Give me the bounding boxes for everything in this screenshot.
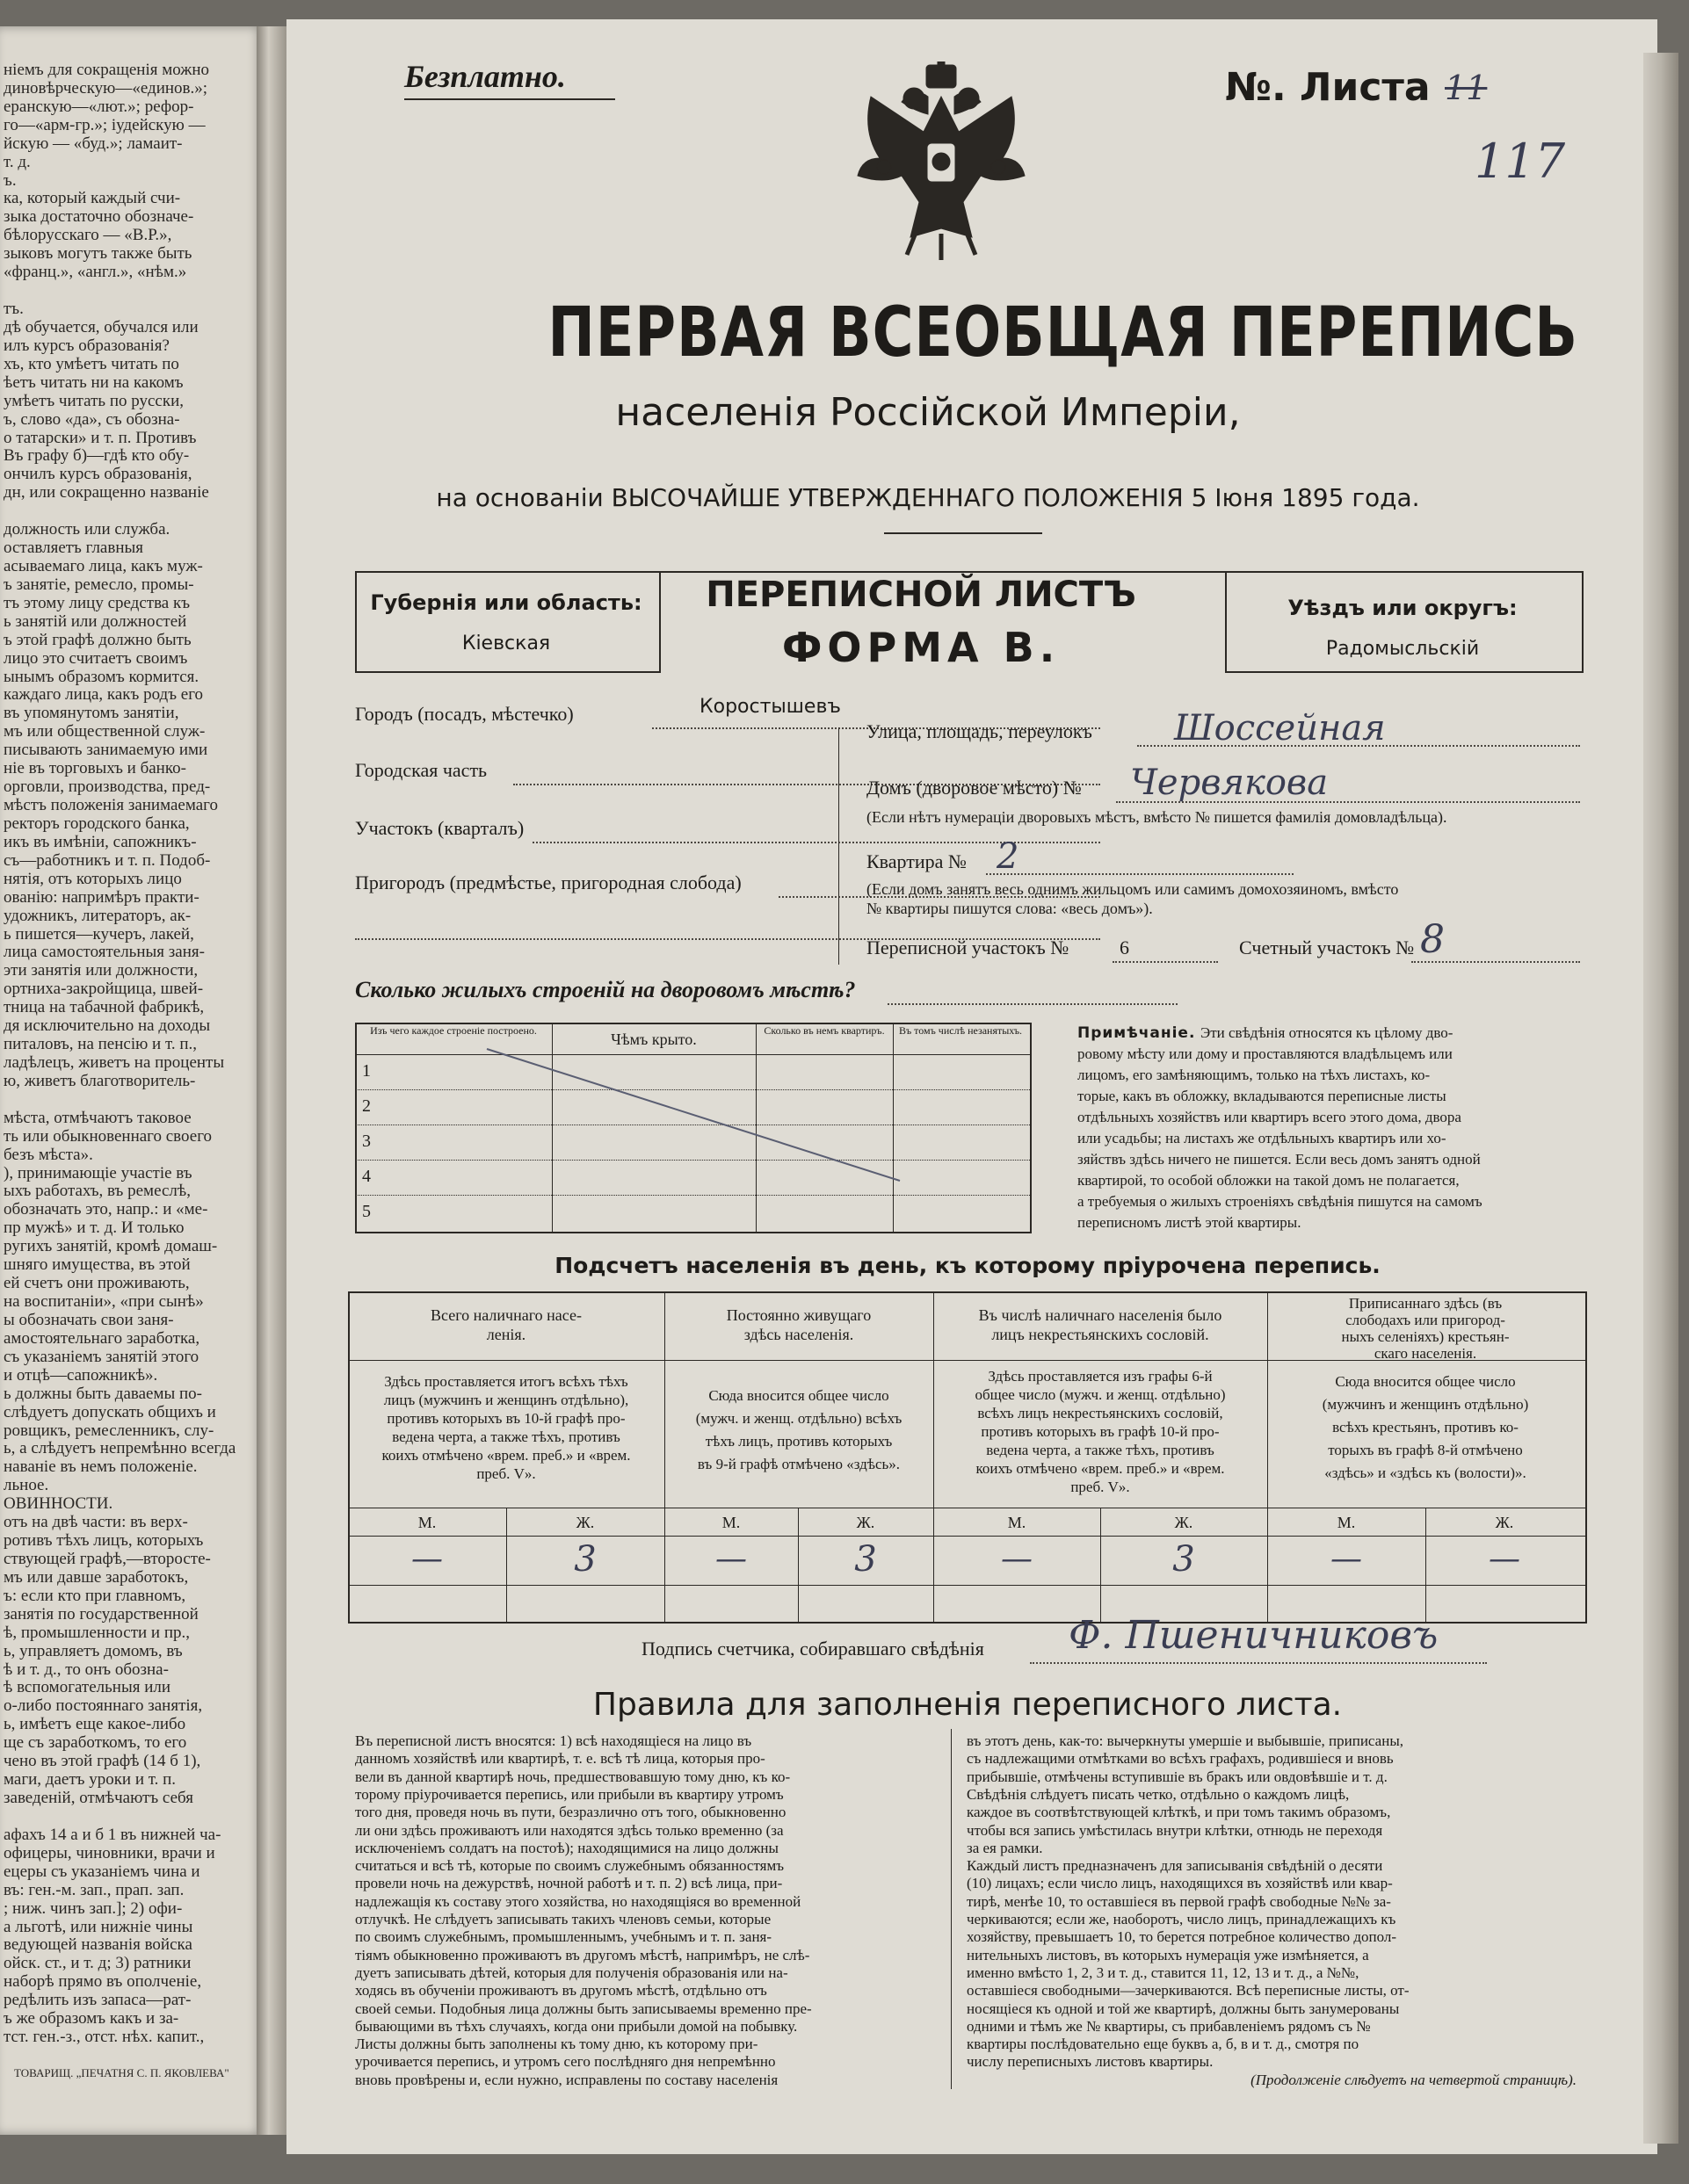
left-page-line: мъ или общественной служ- bbox=[4, 722, 206, 741]
buildings-row-1: 1 bbox=[362, 1061, 371, 1081]
left-page-line: чено въ этой графѣ (14 б 1), bbox=[4, 1752, 201, 1771]
rules-line: прибывшіе, отмѣчены вступившіе въ бракъ или овдовѣвшіе и т. д. bbox=[967, 1768, 1388, 1785]
rules-column-divider bbox=[951, 1729, 952, 2089]
left-page-line: въ упомянутомъ занятіи, bbox=[4, 704, 179, 723]
pop-col3-text-2: общее число (мужч. и женщ. отдѣльно) bbox=[975, 1386, 1226, 1403]
left-page-line: наборѣ прямо въ ополченіе, bbox=[4, 1972, 202, 1992]
left-page-line: асываемаго лица, какъ муж- bbox=[4, 557, 203, 575]
buildings-header-roof: Чѣмъ крыто. bbox=[611, 1031, 697, 1048]
city-value: Коростышевъ bbox=[700, 696, 841, 718]
pop-col3-f-label: Ж. bbox=[1174, 1514, 1193, 1531]
left-page-line: ѣ, промышленности и пр., bbox=[4, 1623, 191, 1642]
address-divider bbox=[838, 727, 839, 965]
left-page-line: слѣдуетъ допускать общихъ и bbox=[4, 1402, 216, 1421]
buildings-note-line-5: отдѣльныхъ хозяйствъ или квартиръ всего этого дома, двора bbox=[1077, 1109, 1461, 1125]
left-page-line: ротивъ тѣхъ лицъ, которыхъ bbox=[4, 1531, 204, 1551]
left-page-line: ще съ заработкомъ, то его bbox=[4, 1733, 187, 1753]
left-page-line: ь пишется—кучеръ, лакей, bbox=[4, 924, 194, 944]
pop-col1-title-1: Всего наличнаго насе- bbox=[431, 1306, 582, 1324]
left-page-line: орговли, производства, пред- bbox=[4, 777, 211, 797]
left-page-line: нятія, отъ которыхъ лицо bbox=[4, 869, 182, 888]
buildings-note-line-1: Эти свѣдѣнія относятся къ цѣлому дво- bbox=[1200, 1024, 1453, 1041]
rules-line: нительныхъ листовъ, въ которыхъ нумерація уже измѣняется, а bbox=[967, 1946, 1369, 1963]
pop-col4-m-label: М. bbox=[1337, 1514, 1356, 1531]
district-label: Участокъ (кварталъ) bbox=[355, 817, 525, 839]
buildings-note-title: Примѣчаніе. bbox=[1077, 1024, 1196, 1042]
left-page-line: ь, управляетъ домомъ, въ bbox=[4, 1641, 183, 1660]
pop-col1-m-label: М. bbox=[417, 1514, 437, 1531]
rules-line: надлежащія къ составу этого хозяйства, но находящіяся во временной bbox=[355, 1892, 801, 1910]
left-page-line: пр мужѣ» и т. д. И только bbox=[4, 1219, 185, 1238]
buildings-note-line-3: лицомъ, его замѣняющимъ, только на тѣхъ листахъ, ко- bbox=[1077, 1067, 1431, 1083]
rules-title: Правила для заполненія переписного листа. bbox=[592, 1687, 1343, 1723]
left-page-line: ойск. ст., и т. д; 3) ратники bbox=[4, 1954, 192, 1973]
left-page-line: тъ. bbox=[4, 300, 24, 319]
left-page-line: ровщикъ, ремесленникъ, слу- bbox=[4, 1421, 214, 1440]
left-page-line: эти занятія или должности, bbox=[4, 961, 199, 980]
left-page-line: ть или обыкновеннаго своего bbox=[4, 1126, 213, 1146]
left-page-line: мѣстъ положенія занимаемаго bbox=[4, 796, 219, 815]
buildings-header-vacant: Въ томъ числѣ незанятыхъ. bbox=[898, 1024, 1023, 1037]
left-page-line: зыковъ могутъ также быть bbox=[4, 244, 192, 264]
left-page-line: ыхъ работахъ, въ ремеслѣ, bbox=[4, 1182, 191, 1201]
buildings-note-line-8: квартирой, то особой обложки на такой домъ не полагается, bbox=[1077, 1172, 1460, 1189]
buildings-note-line-9: а требуемыя о жилыхъ строеніяхъ свѣдѣнія пишутся на самомъ bbox=[1077, 1193, 1482, 1210]
left-page-line: занятія по государственной bbox=[4, 1604, 199, 1624]
rules-line: чтобы вся запись умѣстилась внутри клѣтки, отнюдь не переходя bbox=[967, 1821, 1383, 1839]
left-page-line: ладѣлецъ, живетъ на проценты bbox=[4, 1053, 225, 1072]
left-page-line: а льготѣ, или нижніе чины bbox=[4, 1917, 193, 1936]
buildings-note-line-7: зяйствъ здѣсь ничего не пишется. Если весь домъ занятъ одной bbox=[1077, 1151, 1481, 1168]
rules-line: по своимъ служебнымъ, промышленнымъ, учебнымъ и т. п. заня- bbox=[355, 1928, 772, 1946]
uezd-label: Уѣздъ или округъ: bbox=[1287, 596, 1518, 620]
census-form-page bbox=[286, 19, 1657, 2154]
left-page-line: ъ же образомъ какъ и за- bbox=[4, 2009, 179, 2029]
pop-col3-f-value: 3 bbox=[1172, 1539, 1195, 1580]
pop-col2-text-4: въ 9-й графѣ отмѣчено «здѣсь». bbox=[697, 1456, 901, 1472]
census-subtitle: населенія Россійской Имперіи, bbox=[615, 390, 1241, 435]
rules-line: того дня, проведя ночь въ пути, безразлично отъ того, обыкновенно bbox=[355, 1804, 787, 1821]
left-page-line: хъ, кто умѣетъ читать по bbox=[4, 354, 179, 373]
rules-line: вели въ данной квартирѣ ночь, предшествовавшую тому дню, къ ко- bbox=[355, 1768, 791, 1785]
buildings-note-line-4: торые, какъ въ обложку, вкладываются переписные листы bbox=[1077, 1088, 1446, 1104]
left-page-line: зыка достаточно обозначе- bbox=[4, 207, 194, 227]
pop-col4-m-value: — bbox=[1330, 1541, 1362, 1577]
rules-line: (10) лицахъ; если число лицъ, находящихся въ хозяйствѣ или квар- bbox=[967, 1875, 1393, 1892]
population-title: Подсчетъ населенія въ день, къ которому пріурочена перепись. bbox=[555, 1253, 1381, 1278]
pop-col1-text-5: коихъ отмѣчено «врем. преб.» и «врем. bbox=[381, 1447, 631, 1464]
pop-col1-text-4: ведена черта, а также тѣхъ, противъ bbox=[392, 1428, 620, 1445]
pop-col3-m-label: М. bbox=[1007, 1514, 1026, 1531]
rules-line: ходясь въ обученіи проживаютъ въ другомъ мѣстѣ, отдѣльно отъ bbox=[355, 1982, 767, 2000]
free-label-underline bbox=[404, 98, 615, 100]
rules-line: Листы должны быть заполнены къ тому дню, къ которому при- bbox=[355, 2036, 758, 2053]
left-page-line: въ: ген.-м. зап., прап. зап. bbox=[4, 1880, 185, 1899]
left-page-line: ствующей графѣ,—второсте- bbox=[4, 1550, 211, 1568]
pop-col4-text-5: «здѣсь» и «здѣсь къ (волости)». bbox=[1324, 1464, 1526, 1481]
left-page-line: отъ на двѣ части: въ верх- bbox=[4, 1513, 188, 1532]
left-page-line: дѣ обучается, обучался или bbox=[4, 317, 199, 336]
left-page-line: умѣетъ читать по русски, bbox=[4, 391, 185, 410]
left-page-line: ончилъ курсъ образованія, bbox=[4, 465, 192, 484]
population-col-div-2 bbox=[933, 1291, 934, 1622]
pop-col1-m-value: — bbox=[411, 1541, 443, 1577]
buildings-header-apartments: Сколько въ немъ квартиръ. bbox=[764, 1024, 885, 1037]
left-page-line: на воспитаніи», «при сынѣ» bbox=[4, 1292, 204, 1312]
left-page-line: ъ этой графѣ должно быть bbox=[4, 630, 192, 649]
signature-line bbox=[1030, 1662, 1487, 1664]
left-page-line: ю, живетъ благотворитель- bbox=[4, 1071, 196, 1090]
pop-col4-f-label: Ж. bbox=[1495, 1514, 1514, 1531]
rules-line: торому пріурочивается перепись, или прибыли въ квартиру утромъ bbox=[355, 1785, 784, 1803]
left-page-line: ы обозначать свои заня- bbox=[4, 1310, 174, 1329]
left-page-line: еранскую—«лют.»; рефор- bbox=[4, 97, 194, 116]
pop-col3-text-4: противъ которыхъ въ графѣ 10-й про- bbox=[981, 1423, 1220, 1440]
pop-col2-f-value: 3 bbox=[854, 1539, 877, 1580]
title-rule bbox=[884, 532, 1042, 534]
pop-col4-text-2: (мужчинъ и женщинъ отдѣльно) bbox=[1322, 1396, 1529, 1413]
left-page-line: ынымъ образомъ кормится. bbox=[4, 667, 199, 686]
form-title: ПЕРЕПИСНОЙ ЛИСТЪ bbox=[706, 575, 1136, 615]
gubernia-label: Губернія или область: bbox=[370, 590, 642, 615]
apartment-line bbox=[986, 873, 1294, 875]
left-page-line: заведеній, отмѣчаютъ себя bbox=[4, 1789, 193, 1808]
left-page-line: ь, имѣетъ еще какое-либо bbox=[4, 1715, 186, 1734]
left-page-line: ректоръ городского банка, bbox=[4, 814, 190, 833]
apartment-value: 2 bbox=[997, 836, 1019, 877]
buildings-row-4: 4 bbox=[362, 1167, 371, 1186]
rules-line: Каждый листъ предназначенъ для записыванія свѣдѣній о десяти bbox=[967, 1857, 1383, 1875]
left-page-line: ованію: напримѣръ практи- bbox=[4, 887, 199, 907]
census-district-line bbox=[1113, 961, 1218, 963]
left-page-line: наваніе въ немъ положеніе. bbox=[4, 1457, 198, 1477]
pop-mf-div-2 bbox=[798, 1508, 799, 1622]
left-page-line: льное. bbox=[4, 1476, 49, 1495]
suburb-label: Пригородъ (предмѣстье, пригородная слобода) bbox=[355, 871, 742, 893]
rules-line: черкиваются; если же, наоборотъ, число лицъ, принадлежащихъ къ bbox=[967, 1911, 1396, 1927]
pop-col2-f-label: Ж. bbox=[856, 1514, 875, 1531]
pop-col4-title-2: слободахъ или пригород- bbox=[1345, 1312, 1505, 1328]
left-page-line: ніемъ для сокращенія можно bbox=[4, 61, 210, 79]
left-page-line: дя исключительно на доходы bbox=[4, 1016, 211, 1036]
page-stack-edge bbox=[1643, 53, 1678, 2144]
rules-line: дуетъ записывать дѣтей, которыя для полученія образованія или на- bbox=[355, 1963, 788, 1981]
pop-col4-f-value: — bbox=[1489, 1541, 1520, 1577]
rules-line: провели ночь на дежурствѣ, ночной работѣ и т. п. 2) всѣ лица, при- bbox=[355, 1875, 783, 1892]
rules-line: Свѣдѣнія слѣдуетъ писать четко, отдѣльно о каждомъ лицѣ, bbox=[967, 1785, 1350, 1803]
buildings-cancel-stroke bbox=[355, 1023, 1032, 1233]
signature-value: Ф. Пшеничниковъ bbox=[1069, 1613, 1439, 1658]
rules-line: именно вмѣсто 1, 2, 3 и т. д., ставится 11, 12, 13 и т. д., а №№, bbox=[967, 1963, 1359, 1981]
buildings-question: Сколько жилыхъ строеній на дворовомъ мѣстѣ? bbox=[355, 977, 856, 1002]
left-page-line: т. д. bbox=[4, 152, 31, 171]
left-page-line: йскую — «буд.»; ламаит- bbox=[4, 134, 183, 153]
city-label: Городъ (посадъ, мѣстечко) bbox=[355, 703, 574, 725]
house-label: Домъ (дворовое мѣсто) № bbox=[866, 777, 1082, 799]
population-value-rule bbox=[348, 1585, 1585, 1586]
left-page-line: съ—работникъ и т. п. Подоб- bbox=[4, 850, 211, 870]
free-label: Безплатно. bbox=[404, 59, 566, 94]
left-page-line: обозначать это, напр.: и «мe- bbox=[4, 1200, 208, 1219]
left-page-line: безъ мѣста». bbox=[4, 1145, 93, 1164]
left-page-line: амостоятельнаго заработка, bbox=[4, 1328, 200, 1348]
left-page-line: ругихъ занятій, кромѣ домаш- bbox=[4, 1237, 218, 1256]
buildings-row-3: 3 bbox=[362, 1132, 371, 1151]
pop-col2-text-1: Сюда вносится общее число bbox=[708, 1387, 889, 1404]
left-page-line: ь, а слѣдуетъ непремѣнно всегда bbox=[4, 1439, 236, 1458]
left-page-line: ей счетъ они проживають, bbox=[4, 1274, 190, 1293]
left-page-line: редѣлить изъ запаса—рат- bbox=[4, 1991, 192, 2010]
pop-col3-text-5: ведена черта, а также тѣхъ, противъ bbox=[986, 1442, 1214, 1458]
pop-col1-title-2: ленія. bbox=[486, 1326, 526, 1343]
buildings-row-5: 5 bbox=[362, 1202, 371, 1221]
census-legal-basis: на основаніи ВЫСОЧАЙШЕ УТВЕРЖДЕННАГО ПОЛОЖЕНІЯ 5 Іюня 1895 года. bbox=[436, 483, 1420, 512]
left-page-line: ь занятій или должностей bbox=[4, 611, 187, 631]
rules-line: своей семьи. Подобныя лица должны быть записываемы временно пре- bbox=[355, 2000, 812, 2017]
pop-mf-div-3 bbox=[1100, 1508, 1101, 1622]
left-page-line: ѣ и т. д., то онъ обозна- bbox=[4, 1660, 169, 1679]
left-facing-page bbox=[0, 26, 264, 2135]
pop-mf-div-1 bbox=[506, 1508, 507, 1622]
left-page-line: ведующей названія войска bbox=[4, 1935, 192, 1955]
pop-col4-text-1: Сюда вносится общее число bbox=[1335, 1373, 1516, 1390]
census-district-label: Переписной участокъ № bbox=[866, 937, 1069, 958]
imperial-eagle-emblem bbox=[849, 61, 1033, 264]
sheet-number-label: №. Листа bbox=[1225, 65, 1431, 110]
left-page-line: ѣ вспомогательныя или bbox=[4, 1678, 171, 1697]
rules-line: оставшіеся свободными—зачеркиваются. Всѣ переписные листы, от- bbox=[967, 1982, 1410, 2000]
pop-col1-text-1: Здѣсь проставляется итогъ всѣхъ тѣхъ bbox=[384, 1373, 628, 1390]
rules-line: тирѣ, менѣе 10, то оставшіеся въ первой графѣ свободные №№ за- bbox=[967, 1892, 1391, 1910]
left-page-line: лицо это считаетъ своимъ bbox=[4, 648, 188, 668]
left-page-line: мѣста, отмѣчаютъ таковое bbox=[4, 1108, 192, 1127]
pop-col3-m-value: — bbox=[1001, 1541, 1033, 1577]
pop-col2-m-label: М. bbox=[721, 1514, 741, 1531]
buildings-note-line-6: или усадьбы; на листахъ же отдѣльныхъ квартиръ или хо- bbox=[1077, 1130, 1446, 1146]
left-page-line: бѣлорусскаго — «В.Р.», bbox=[4, 226, 172, 245]
population-mf-rule bbox=[348, 1536, 1585, 1537]
apartment-note-2: № квартиры пишутся слова: «весь домъ»). bbox=[866, 900, 1153, 917]
house-value: Червякова bbox=[1130, 763, 1329, 803]
census-district-value: 6 bbox=[1120, 937, 1129, 958]
pop-col1-text-2: лицъ (мужчинъ и женщинъ отдѣльно), bbox=[383, 1392, 629, 1408]
left-page-line: Въ графу б)—гдѣ кто обу- bbox=[4, 446, 190, 466]
pop-col4-title-4: скаго населенія. bbox=[1374, 1345, 1477, 1362]
left-page-line: о-либо постояннаго занятія, bbox=[4, 1696, 203, 1716]
pop-col3-text-1: Здѣсь проставляется изъ графы 6-й bbox=[988, 1368, 1213, 1385]
pop-col3-text-3: всѣхъ лицъ некрестьянскихъ сословій, bbox=[977, 1405, 1223, 1421]
left-page-line: удожникъ, литераторъ, ак- bbox=[4, 906, 192, 925]
left-page-line: лица самостоятельныя заня- bbox=[4, 943, 205, 962]
pop-col1-text-3: противъ которыхъ въ 10-й графѣ про- bbox=[387, 1410, 626, 1427]
left-page-line: ъ занятіе, ремесло, промы- bbox=[4, 575, 194, 594]
rules-line: тіямъ обыкновенно проживаютъ въ другомъ мѣстѣ, напримѣръ, не слѣ- bbox=[355, 1946, 810, 1963]
left-page-line: диновѣрческую—«единов.»; bbox=[4, 78, 208, 98]
buildings-row-2: 2 bbox=[362, 1096, 371, 1116]
left-page-line: мъ или давше заработокъ, bbox=[4, 1567, 189, 1587]
left-page-line: тъ этому лицу средства къ bbox=[4, 593, 191, 612]
left-page-line: илъ курсъ образованія? bbox=[4, 336, 170, 355]
left-page-line: питаловъ, на пенсію и т. п., bbox=[4, 1035, 198, 1054]
pop-col4-text-3: всѣхъ крестьянъ, противъ ко- bbox=[1332, 1419, 1519, 1436]
buildings-note-line-10: переписномъ листѣ этой квартиры. bbox=[1077, 1214, 1301, 1231]
left-page-line: ѣетъ читать ни на какомъ bbox=[4, 372, 184, 392]
left-page-line: ъ: если кто при главномъ, bbox=[4, 1586, 186, 1605]
left-page-line: маги, даетъ уроки и т. п. bbox=[4, 1770, 177, 1790]
book-gutter bbox=[257, 26, 286, 2135]
rules-continuation: (Продолженіе слѣдуетъ на четвертой страницѣ). bbox=[1250, 2071, 1577, 2088]
rules-line: каждое въ соотвѣтствующей клѣткѣ, и при томъ такимъ образомъ, bbox=[967, 1804, 1391, 1821]
population-col-div-3 bbox=[1267, 1291, 1268, 1622]
population-col-div-1 bbox=[664, 1291, 665, 1622]
census-main-title: ПЕРВАЯ ВСЕОБЩАЯ ПЕРЕПИСЬ bbox=[547, 293, 1578, 372]
left-page-line: ецеры съ указаніемъ чина и bbox=[4, 1862, 200, 1881]
left-page-line: ), принимающіе участіе въ bbox=[4, 1163, 192, 1182]
left-page-line: ъ, слово «да», съ обозна- bbox=[4, 409, 180, 429]
pop-col2-m-value: — bbox=[715, 1541, 747, 1577]
left-page-line: дн, или сокращенно названіе bbox=[4, 483, 209, 503]
printer-imprint: ТОВАРИЩ. „ПЕЧАТНЯ С. П. ЯКОВЛЕВА" bbox=[14, 2066, 229, 2079]
count-district-value: 8 bbox=[1420, 917, 1445, 962]
left-page-line: афахъ 14 а и б 1 въ нижней ча- bbox=[4, 1825, 221, 1844]
left-page-line: тница на табачной фабрикѣ, bbox=[4, 998, 205, 1017]
left-page-line: съ указаніемъ занятій этого bbox=[4, 1347, 199, 1366]
left-page-line: ь должны быть даваемы по- bbox=[4, 1384, 202, 1403]
signature-label: Подпись счетчика, собиравшаго свѣдѣнія bbox=[642, 1638, 984, 1660]
uezd-value: Радомысльскій bbox=[1325, 638, 1480, 660]
left-page-line: должность или служба. bbox=[4, 520, 170, 539]
rules-line: за ея рамки. bbox=[967, 1839, 1043, 1856]
left-page-line: ; ниж. чинъ зап.]; 2) офи- bbox=[4, 1898, 183, 1918]
rules-line: отлучкѣ. Не слѣдуетъ записывать такихъ членовъ семьи, которые bbox=[355, 1911, 772, 1927]
pop-col1-text-6: преб. V». bbox=[476, 1465, 536, 1482]
pop-col3-text-6: коихъ отмѣчено «врем. преб.» и «врем. bbox=[975, 1460, 1225, 1477]
left-page-line: икъ въ имѣніи, сапожникъ- bbox=[4, 832, 197, 851]
left-page-line: каждаго лица, какъ родъ его bbox=[4, 685, 204, 705]
gubernia-box bbox=[355, 571, 661, 673]
left-page-line: «франц.», «англ.», «нѣм.» bbox=[4, 263, 187, 282]
rules-line: вновь провѣрены и, если нужно, исправлены по составу населенія bbox=[355, 2071, 779, 2088]
left-page-line: го—«арм-гр.»; іудейскую — bbox=[4, 115, 206, 134]
rules-line: урочивается перепись, и утромъ сего послѣдняго дня непремѣнно bbox=[355, 2053, 776, 2071]
left-page-line: ніе въ торговыхъ и банко- bbox=[4, 759, 186, 778]
pop-col3-title-2: лицъ некрестьянскихъ сословій. bbox=[991, 1326, 1209, 1343]
left-page-line: шняго имущества, въ этой bbox=[4, 1255, 191, 1275]
rules-line: Въ переписной листъ вносятся: 1) всѣ находящіеся на лицо въ bbox=[355, 1732, 752, 1749]
pop-col2-title-1: Постоянно живущаго bbox=[726, 1306, 872, 1324]
gubernia-value: Кіевская bbox=[461, 633, 551, 654]
rules-line: считаться и всѣ тѣ, которые по своимъ служебнымъ обязанностямъ bbox=[355, 1857, 785, 1875]
street-label: Улица, площадь, переулокъ bbox=[866, 720, 1092, 742]
pop-col3-text-7: преб. V». bbox=[1070, 1479, 1130, 1495]
left-page-line: тст. ген.-з., отст. нѣх. капит., bbox=[4, 2028, 205, 2047]
rules-line: одними и тѣмъ же № квартиры, съ прибавленіемъ рядомъ съ № bbox=[967, 2017, 1371, 2035]
apartment-label: Квартира № bbox=[866, 850, 967, 872]
rules-line: квартиры послѣдовательно еще буквъ а, б, в и т. д., смотря по bbox=[967, 2036, 1359, 2053]
pop-mf-div-4 bbox=[1425, 1508, 1426, 1622]
left-page-line: офицеры, чиновники, врачи и bbox=[4, 1843, 215, 1862]
rules-line: ли они здѣсь проживаютъ или находятся здѣсь только временно (за bbox=[355, 1821, 784, 1839]
rules-line: въ этотъ день, как-то: вычеркнуты умершіе и выбывшіе, приписаны, bbox=[967, 1732, 1403, 1749]
street-value: Шоссейная bbox=[1174, 708, 1386, 748]
left-page-line: ъ. bbox=[4, 170, 17, 190]
sheet-number-value: 11 bbox=[1445, 69, 1488, 107]
left-page-line: оставляетъ главныя bbox=[4, 539, 144, 558]
rules-line: данномъ хозяйствѣ или квартирѣ, т. е. всѣ тѣ лица, которыя про- bbox=[355, 1750, 765, 1768]
pop-col3-title-1: Въ числѣ наличнаго населенія было bbox=[978, 1306, 1222, 1324]
pop-col2-text-2: (мужч. и женщ. отдѣльно) всѣхъ bbox=[695, 1410, 902, 1427]
pop-col2-text-3: тѣхъ лицъ, противъ которыхъ bbox=[705, 1433, 893, 1450]
city-part-label: Городская часть bbox=[355, 759, 488, 781]
apartment-note-1: (Если домъ занятъ весь однимъ жильцомъ или самимъ домохозяиномъ, вмѣсто bbox=[866, 880, 1399, 898]
buildings-header-material: Изъ чего каждое строеніе построено. bbox=[370, 1024, 537, 1037]
buildings-answer-line bbox=[888, 1003, 1178, 1005]
rules-line: съ надлежащими отмѣтками во всѣхъ графахъ, родившіеся и вновь bbox=[967, 1750, 1394, 1768]
rules-line: числу переписныхъ листовъ квартиры. bbox=[967, 2053, 1214, 2071]
pop-col1-f-label: Ж. bbox=[576, 1514, 595, 1531]
pop-col2-title-2: здѣсь населенія. bbox=[743, 1326, 854, 1343]
left-page-line: ортниха-закройщица, швей- bbox=[4, 980, 204, 999]
pop-col4-title-3: ныхъ селеніяхъ) крестьян- bbox=[1341, 1328, 1510, 1345]
pop-col4-text-4: торыхъ въ графѣ 8-й отмѣчено bbox=[1328, 1442, 1523, 1458]
buildings-note-line-2: ровому мѣсту или дому и проставляются владѣльцемъ или bbox=[1077, 1045, 1453, 1062]
form-name: ФОРМА В. bbox=[781, 624, 1061, 671]
pop-col4-title-1: Приписаннаго здѣсь (въ bbox=[1348, 1295, 1503, 1312]
rules-line: хозяйству, превышаетъ 10, то берется потребное количество допол- bbox=[967, 1928, 1397, 1946]
rules-line: носящіеся къ одной и той же квартирѣ, должны быть занумерованы bbox=[967, 2000, 1400, 2017]
left-page-line: ка, который каждый счи- bbox=[4, 189, 181, 208]
left-page-line: писывають занимаемую ими bbox=[4, 741, 208, 760]
rules-line: бывающими въ тѣхъ случаяхъ, когда они прибыли домой на побывку. bbox=[355, 2017, 798, 2035]
left-page-line: ОВИННОСТИ. bbox=[4, 1494, 113, 1514]
left-page-line: и отцѣ—сапожникѣ». bbox=[4, 1365, 158, 1385]
count-district-label: Счетный участокъ № bbox=[1239, 937, 1415, 958]
house-note: (Если нѣтъ нумераціи дворовыхъ мѣстъ, вмѣсто № пишется фамилія домовладѣльца). bbox=[866, 808, 1447, 826]
rules-line: исключеніемъ солдатъ на постоѣ); находящимися на лицо должны bbox=[355, 1839, 779, 1856]
pop-col1-f-value: 3 bbox=[574, 1539, 597, 1580]
archive-page-number: 117 bbox=[1475, 134, 1566, 189]
left-page-line: о татарски» и т. п. Противъ bbox=[4, 428, 197, 447]
